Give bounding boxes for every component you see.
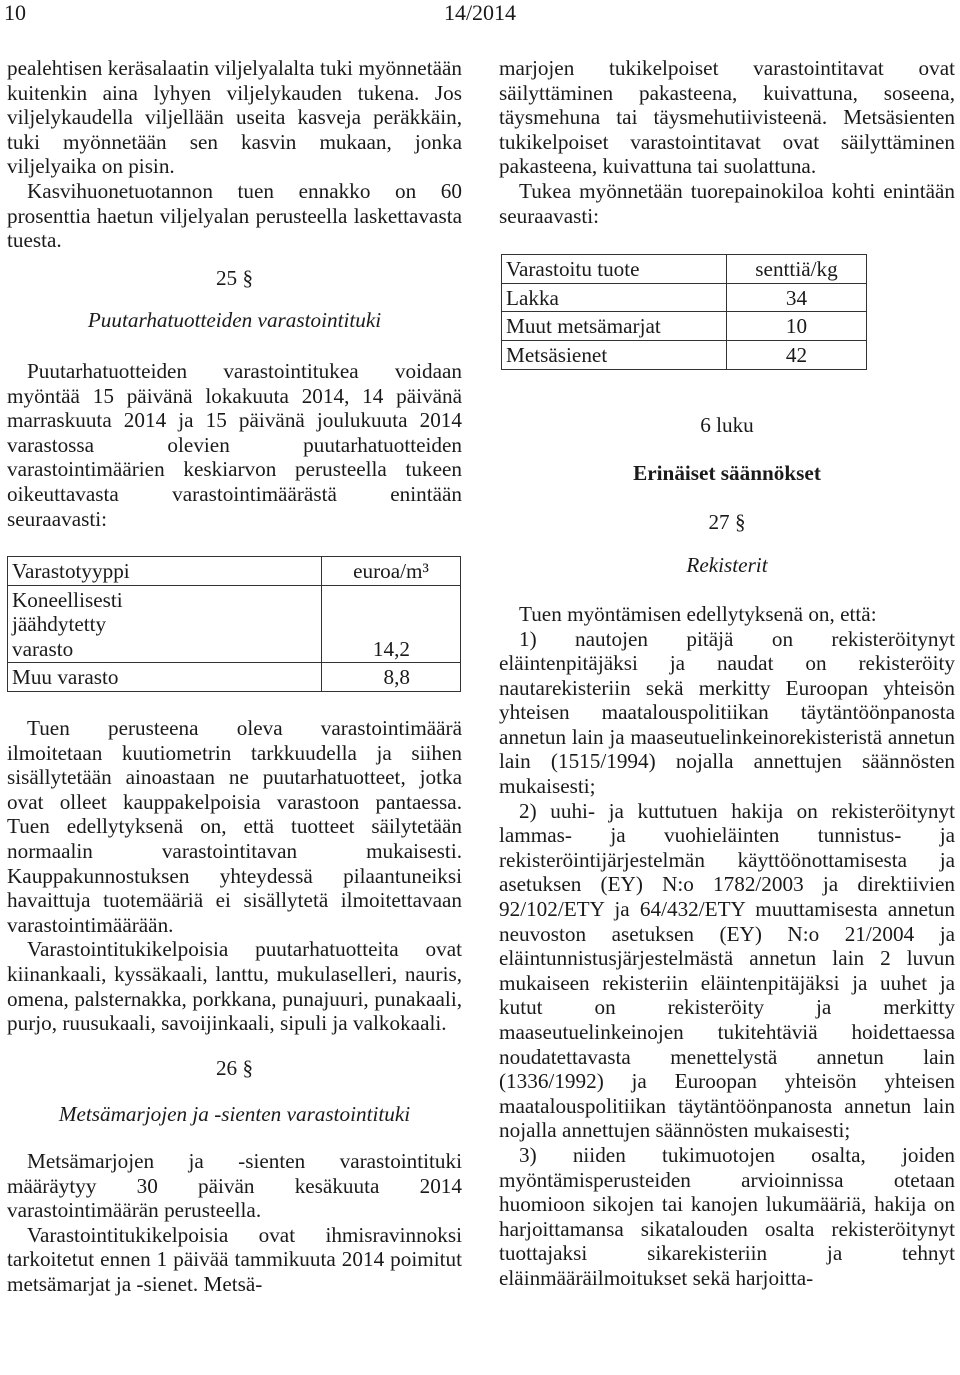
table-header-cell: Varastotyyppi (8, 557, 322, 586)
table-cell: 42 (727, 340, 867, 369)
paragraph: Kasvihuonetuotannon tuen ennakko on 60 prosenttia haetun viljelyalan perusteella laskettavasta tuesta. (7, 178, 462, 253)
forest-product-table (501, 254, 867, 369)
chapter-title: Erinäiset säännökset (633, 461, 821, 486)
table-row (502, 340, 867, 369)
page-number: 10 (4, 0, 26, 25)
section-number: 26 § (215, 1055, 254, 1080)
table-header-row (8, 557, 461, 586)
table-header-row (502, 255, 867, 284)
right-column (499, 56, 955, 1291)
section-number: 25 § (215, 265, 254, 290)
paragraph: marjojen tukikelpoiset varastointitavat ovat säilyttäminen pakasteena, kuivattuna, soseena, täysmehuna tai täysmehutiivisteenä. Metsäsienten tukikelpoiset varastointitavat ovat säilyttäminen pakasteena, kuivattuna tai suolattuna. (499, 56, 955, 179)
table-cell: Lakka (502, 283, 727, 312)
list-item: 3) niiden tukimuotojen osalta, joiden myöntämisperusteiden arvioinnissa otetaan huomioon sikojen tai kanojen lukumääriä, hakija on harjoittamansa sikatalouden osalta rekisteröitynyt tuottajaksi sikarekisteriin ja tehnyt eläinmääräilmoitukset sekä harjoitta- (499, 1142, 955, 1290)
paragraph: Puutarhatuotteiden varastointitukea voidaan myöntää 15 päivänä lokakuuta 2014, 14 päivänä marraskuuta 2014 ja 15 päivänä joulukuuta 2014 varastossa olevien puutarhatuotteiden varastointimäärien keskiarvon perusteella tukeen oikeuttavasta varastointimäärästä enintään seuraavasti: (7, 358, 462, 531)
table-cell: Muu varasto (8, 663, 322, 692)
table-header-cell: Varastoitu tuote (502, 255, 727, 284)
paragraph: Varastointitukikelpoisia ovat ihmisravinnoksi tarkoitetut ennen 1 päivää tammikuuta 2014 poimitut metsämarjat ja -sienet. Metsä- (7, 1222, 462, 1296)
section-title: Metsämarjojen ja -sienten varastointituki (58, 1102, 411, 1127)
paragraph: Tukea myönnetään tuorepainokiloa kohti enintään seuraavasti: (499, 178, 955, 228)
table-cell: Muut metsämarjat (502, 312, 727, 341)
table-cell: 8,8 (322, 663, 461, 692)
paragraph: Tuen perusteena oleva varastointimäärä ilmoitetaan kuutiometrin tarkkuudella ja siihen sisällytetään ainoastaan ne puutarhatuotteet, jotka ovat olleet kauppakelpoisia varastoon pantaessa. Tuen edellytyksenä on, että tuotteet säilytetään normaalin varastointitavan mukaisesti. Kauppakunnostuksen yhteydessä pilaantuneiksi havaittuja tuotemääriä ei sisällytetä ilmoitettavaan varastointimäärään. (7, 716, 462, 937)
list-item: 2) uuhi- ja kuttutuen hakija on rekisteröitynyt lammas- ja vuohieläinten tunnistus- ja rekisteröintijärjestelmän käyttöönottamisesta ja asetuksen (EY) N:o 1782/2003 ja direktiivien 92/102/ETY ja 64/432/ETY muuttamisesta annetun neuvoston asetuksen (EY) N:o 21/2004 ja eläintunnistusjärjestelmästä annetun lain 2 luvun mukaiseen rekisteriin eläintenpitäjäksi ja uuhet ja kutut on rekisteröity ja merkitty maaseutuelinkeinojen tukitehtäviä hoidettaessa noudatettavasta menettelystä annetun lain (1336/1992) ja Euroopan yhteisön yhteisen maatalouspolitiikan täytäntöönpanosta annetun lain nojalla annettujen säännösten mukaisesti; (499, 798, 955, 1143)
storage-type-table (7, 556, 461, 692)
section-number: 27 § (708, 509, 746, 534)
table-header-cell: euroa/m³ (322, 557, 461, 586)
paragraph: Tuen myöntämisen edellytyksenä on, että: (519, 601, 877, 626)
left-column (7, 56, 462, 1297)
page-header (0, 0, 960, 30)
paragraph: pealehtisen keräsalaatin viljelyalalta tuki myönnetään kuitenkin aina lyhyen viljelykauden tukena. Jos viljelykaudella viljellään useita kasveja peräkkäin, tuki myönnetään sen kasvin mukaan, jonka viljelyaika on pisin. (7, 56, 462, 179)
section-title: Rekisterit (686, 553, 768, 578)
paragraph: Metsämarjojen ja -sienten varastointituki määräytyy 30 päivän kesäkuuta 2014 varastointimäärän perusteella. (7, 1148, 462, 1223)
table-cell: 14,2 (322, 585, 461, 663)
table-cell: 34 (727, 283, 867, 312)
table-cell: 10 (727, 312, 867, 341)
list-item: 1) nautojen pitäjä on rekisteröitynyt eläintenpitäjäksi ja naudat on rekisteröity nautarekisteriin sekä merkitty Euroopan yhteisön yhteisen maatalouspolitiikan täytäntöönpanosta annetun lain ja maaseutuelinkeinorekisteristä annetun lain (1515/1994) nojalla annettujen säännösten mukaisesti; (499, 626, 955, 799)
table-cell: Koneellisesti jäähdytetty varasto (8, 585, 322, 663)
table-row (8, 585, 461, 663)
table-row (502, 283, 867, 312)
table-row (8, 663, 461, 692)
section-title: Puutarhatuotteiden varastointituki (87, 308, 382, 333)
issue-number: 14/2014 (443, 0, 517, 25)
table-row (502, 312, 867, 341)
paragraph: Varastointitukikelpoisia puutarhatuotteita ovat kiinankaali, kyssäkaali, lanttu, mukulaselleri, nauris, omena, palsternakka, porkkana, punajuuri, punakaali, purjo, ruusukaali, savoijinkaali, sipuli ja valkokaali. (7, 937, 462, 1036)
table-cell: Metsäsienet (502, 340, 727, 369)
chapter-number: 6 luku (700, 412, 754, 437)
table-header-cell: senttiä/kg (727, 255, 867, 284)
